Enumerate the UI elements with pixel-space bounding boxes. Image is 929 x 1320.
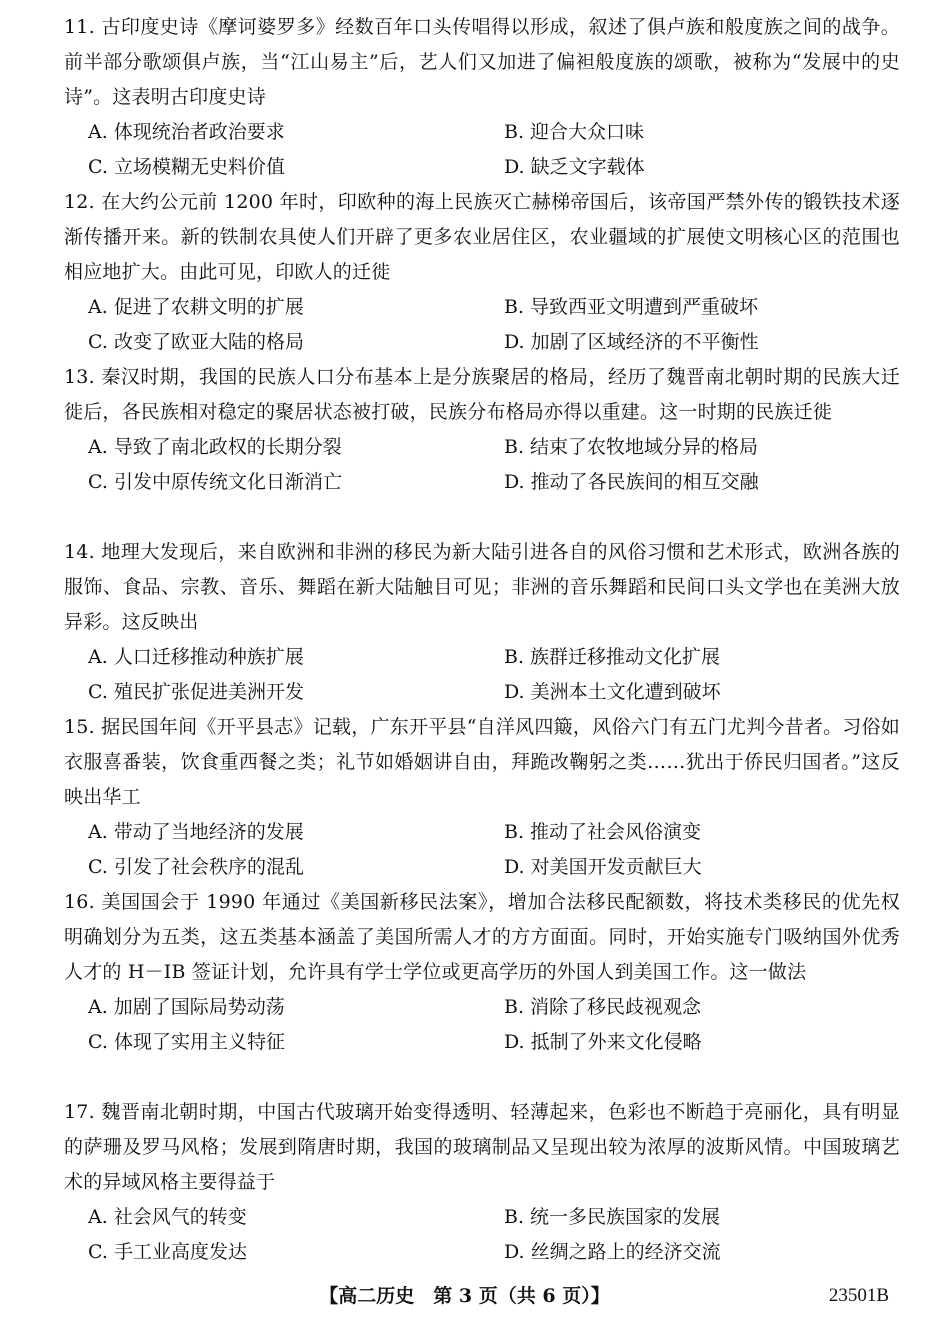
answer-options	[64, 290, 900, 360]
question-14	[64, 535, 900, 710]
option-a: A. 促进了农耕文明的扩展	[88, 296, 304, 318]
option-b: B. 消除了移民歧视观念	[504, 996, 702, 1018]
option-c: C. 体现了实用主义特征	[88, 1031, 285, 1053]
question-stem: 13. 秦汉时期，我国的民族人口分布基本上是分族聚居的格局，经历了魏晋南北朝时期的民族大迁徙后，各民族相对稳定的聚居状态被打破，民族分布格局亦得以重建。这一时期的民族迁徙	[64, 366, 900, 423]
option-d: D. 美洲本土文化遭到破坏	[504, 681, 721, 703]
option-c: C. 改变了欧亚大陆的格局	[88, 331, 304, 353]
option-c: C. 引发中原传统文化日渐消亡	[88, 471, 342, 493]
question-stem: 15. 据民国年间《开平县志》记载，广东开平县“自洋风四簸，风俗六门有五门尤判今昔者。习俗如衣服喜番装，饮食重西餐之类；礼节如婚姻讲自由，拜跪改鞠躬之类……犹出于侨民归国者。”这反映出华工	[64, 716, 900, 808]
question-stem: 14. 地理大发现后，来自欧洲和非洲的移民为新大陆引进各自的风俗习惯和艺术形式，欧洲各族的服饰、食品、宗教、音乐、舞蹈在新大陆触目可见；非洲的音乐舞蹈和民间口头文学也在美洲大放异彩。这反映出	[64, 541, 900, 633]
page-number-label: 【高二历史 第 3 页（共 6 页）】	[319, 1285, 610, 1307]
page-footer	[0, 1281, 929, 1311]
option-d: D. 缺乏文字载体	[504, 156, 645, 178]
option-b: B. 统一多民族国家的发展	[504, 1206, 721, 1228]
question-16	[64, 885, 900, 1060]
question-stem: 16. 美国国会于 1990 年通过《美国新移民法案》，增加合法移民配额数，将技术类移民的优先权明确划分为五类，这五类基本涵盖了美国所需人才的方方面面。同时，开始实施专门吸纳国外优秀人才的 H－IB 签证计划，允许具有学士学位或更高学历的外国人到美国工作。这一做法	[64, 891, 900, 983]
option-d: D. 加剧了区域经济的不平衡性	[504, 331, 759, 353]
option-d: D. 推动了各民族间的相互交融	[504, 471, 759, 493]
option-b: B. 族群迁移推动文化扩展	[504, 646, 721, 668]
option-a: A. 带动了当地经济的发展	[88, 821, 304, 843]
exam-code: 23501B	[828, 1285, 889, 1306]
question-13	[64, 360, 900, 500]
option-c: C. 引发了社会秩序的混乱	[88, 856, 304, 878]
answer-options	[64, 815, 900, 885]
question-11	[64, 10, 900, 185]
answer-options	[64, 430, 900, 500]
option-c: C. 殖民扩张促进美洲开发	[88, 681, 304, 703]
option-a: A. 社会风气的转变	[88, 1206, 247, 1228]
option-a: A. 人口迁移推动种族扩展	[88, 646, 304, 668]
question-stem: 11. 古印度史诗《摩诃婆罗多》经数百年口头传唱得以形成，叙述了俱卢族和般度族之间的战争。前半部分歌颂俱卢族，当“江山易主”后，艺人们又加进了偏袒般度族的颂歌，被称为“发展中的史诗”。这表明古印度史诗	[64, 16, 900, 108]
option-b: B. 导致西亚文明遭到严重破坏	[504, 296, 759, 318]
answer-options	[64, 1200, 900, 1270]
option-b: B. 推动了社会风俗演变	[504, 821, 702, 843]
option-d: D. 对美国开发贡献巨大	[504, 856, 702, 878]
option-d: D. 抵制了外来文化侵略	[504, 1031, 702, 1053]
option-a: A. 加剧了国际局势动荡	[88, 996, 285, 1018]
option-c: C. 手工业高度发达	[88, 1241, 247, 1263]
question-12	[64, 185, 900, 360]
answer-options	[64, 990, 900, 1060]
option-b: B. 结束了农牧地域分异的格局	[504, 436, 759, 458]
option-b: B. 迎合大众口味	[504, 121, 645, 143]
question-15	[64, 710, 900, 885]
option-d: D. 丝绸之路上的经济交流	[504, 1241, 721, 1263]
question-stem: 17. 魏晋南北朝时期，中国古代玻璃开始变得透明、轻薄起来，色彩也不断趋于亮丽化，具有明显的萨珊及罗马风格；发展到隋唐时期，我国的玻璃制品又呈现出较为浓厚的波斯风情。中国玻璃艺术的异域风格主要得益于	[64, 1101, 900, 1193]
option-a: A. 导致了南北政权的长期分裂	[88, 436, 342, 458]
question-stem: 12. 在大约公元前 1200 年时，印欧种的海上民族灭亡赫梯帝国后，该帝国严禁外传的锻铁技术逐渐传播开来。新的铁制农具使人们开辟了更多农业居住区，农业疆域的扩展使文明核心区的范围也相应地扩大。由此可见，印欧人的迁徙	[64, 191, 900, 283]
answer-options	[64, 640, 900, 710]
option-c: C. 立场模糊无史料价值	[88, 156, 285, 178]
option-a: A. 体现统治者政治要求	[88, 121, 285, 143]
answer-options	[64, 115, 900, 185]
question-17	[64, 1095, 900, 1270]
